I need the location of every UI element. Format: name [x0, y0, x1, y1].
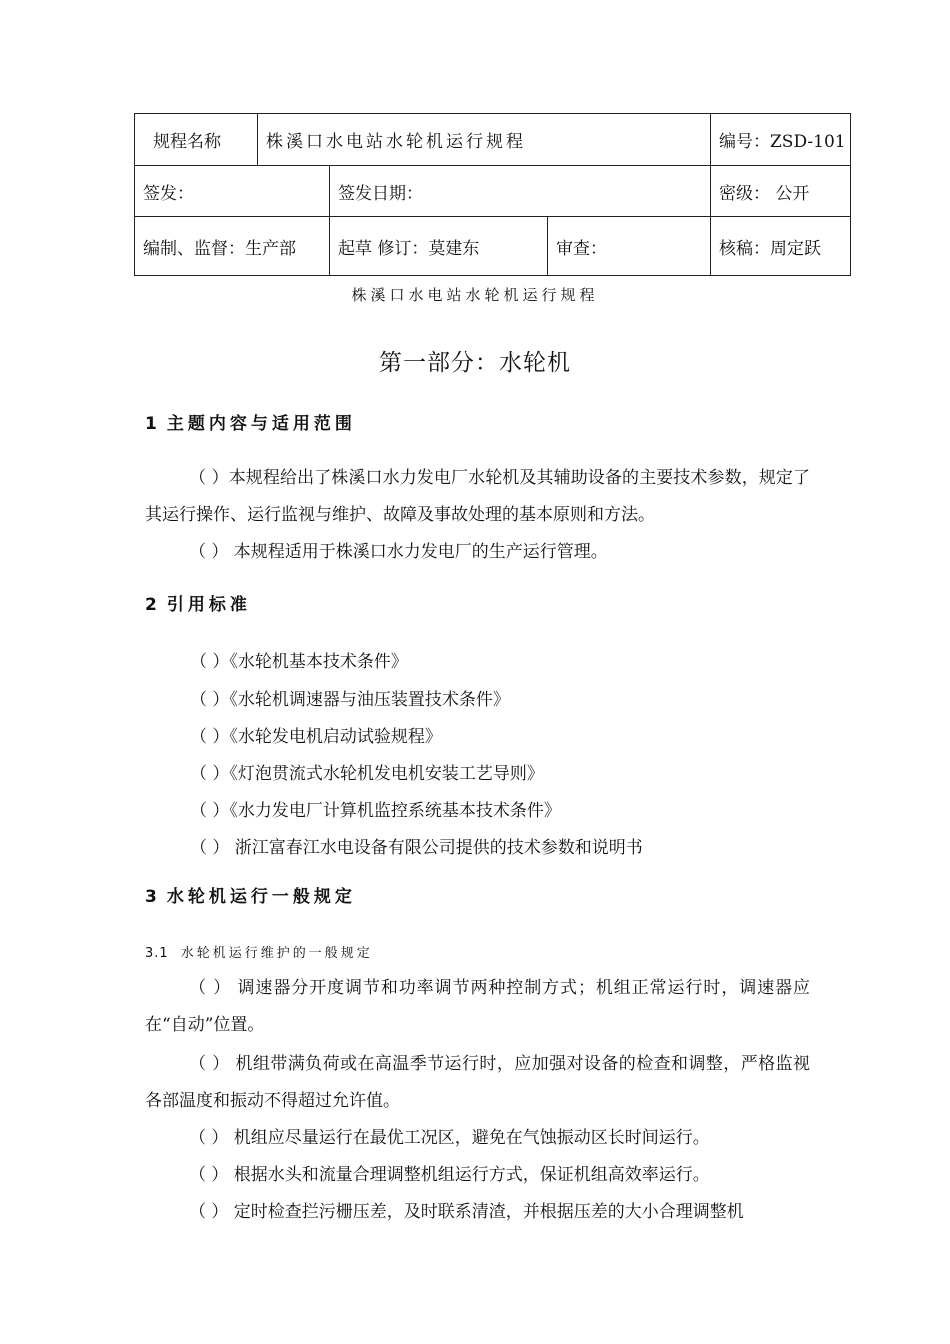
- section-number: 3: [145, 887, 157, 907]
- section-title: 水轮机运行一般规定: [166, 887, 356, 907]
- reference-item: （ ）《灯泡贯流式水轮机发电机安装工艺导则》: [190, 764, 544, 784]
- reference-item: （ ）《水轮机调速器与油压装置技术条件》: [190, 690, 510, 710]
- drafter-field: 起草 修订：莫建东: [330, 217, 548, 276]
- issue-date-field: 签发日期：: [330, 166, 711, 217]
- paragraph: （ ） 机组带满负荷或在高温季节运行时，应加强对设备的检查和调整，严格监视各部温度和振动不得超过允许值。: [145, 1054, 810, 1111]
- compiler-field: 编制、监督：生产部: [135, 217, 330, 276]
- section-number: 2: [145, 595, 157, 615]
- part-title: 第一部分：水轮机: [379, 350, 571, 376]
- name-label: 规程名称: [135, 114, 258, 166]
- section-title: 引用标准: [166, 595, 251, 615]
- paragraph: （ ）本规程给出了株溪口水力发电厂水轮机及其辅助设备的主要技术参数，规定了其运行操作、运行监视与维护、故障及事故处理的基本原则和方法。: [145, 468, 810, 525]
- secrecy-field: 密级： 公开: [711, 166, 851, 217]
- subsection-heading: [145, 942, 373, 961]
- name-value: 株溪口水电站水轮机运行规程: [258, 114, 711, 166]
- doc-number: 编号：ZSD-101: [711, 114, 851, 166]
- paragraph: （ ） 本规程适用于株溪口水力发电厂的生产运行管理。: [189, 542, 608, 562]
- subsection-title: 水轮机运行维护的一般规定: [180, 946, 373, 961]
- section-2-heading: [145, 590, 251, 615]
- reference-item: （ ）《水轮发电机启动试验规程》: [190, 727, 442, 747]
- paragraph: （ ） 调速器分开度调节和功率调节两种控制方式；机组正常运行时，调速器应在“自动”位置。: [145, 978, 810, 1035]
- reference-item: （ ）《水轮机基本技术条件》: [190, 652, 408, 672]
- checker-field: 核稿：周定跃: [711, 217, 851, 276]
- section-1-heading: [145, 409, 356, 434]
- reference-item: （ ） 浙江富春江水电设备有限公司提供的技术参数和说明书: [190, 838, 643, 858]
- doc-title: 株溪口水电站水轮机运行规程: [351, 286, 599, 304]
- reviewer-field: 审查：: [548, 217, 711, 276]
- paragraph: （ ） 机组应尽量运行在最优工况区，避免在气蚀振动区长时间运行。: [189, 1128, 710, 1148]
- subsection-number: 3.1: [145, 946, 169, 961]
- section-title: 主题内容与适用范围: [166, 414, 356, 434]
- paragraph: （ ） 定时检查拦污栅压差，及时联系清渣，并根据压差的大小合理调整机: [189, 1202, 744, 1222]
- paragraph: （ ） 根据水头和流量合理调整机组运行方式，保证机组高效率运行。: [189, 1165, 710, 1185]
- reference-item: （ ）《水力发电厂计算机监控系统基本技术条件》: [190, 801, 561, 821]
- issuer-field: 签发：: [135, 166, 330, 217]
- section-number: 1: [145, 414, 157, 434]
- header-table: [134, 113, 851, 276]
- section-3-heading: [145, 882, 356, 907]
